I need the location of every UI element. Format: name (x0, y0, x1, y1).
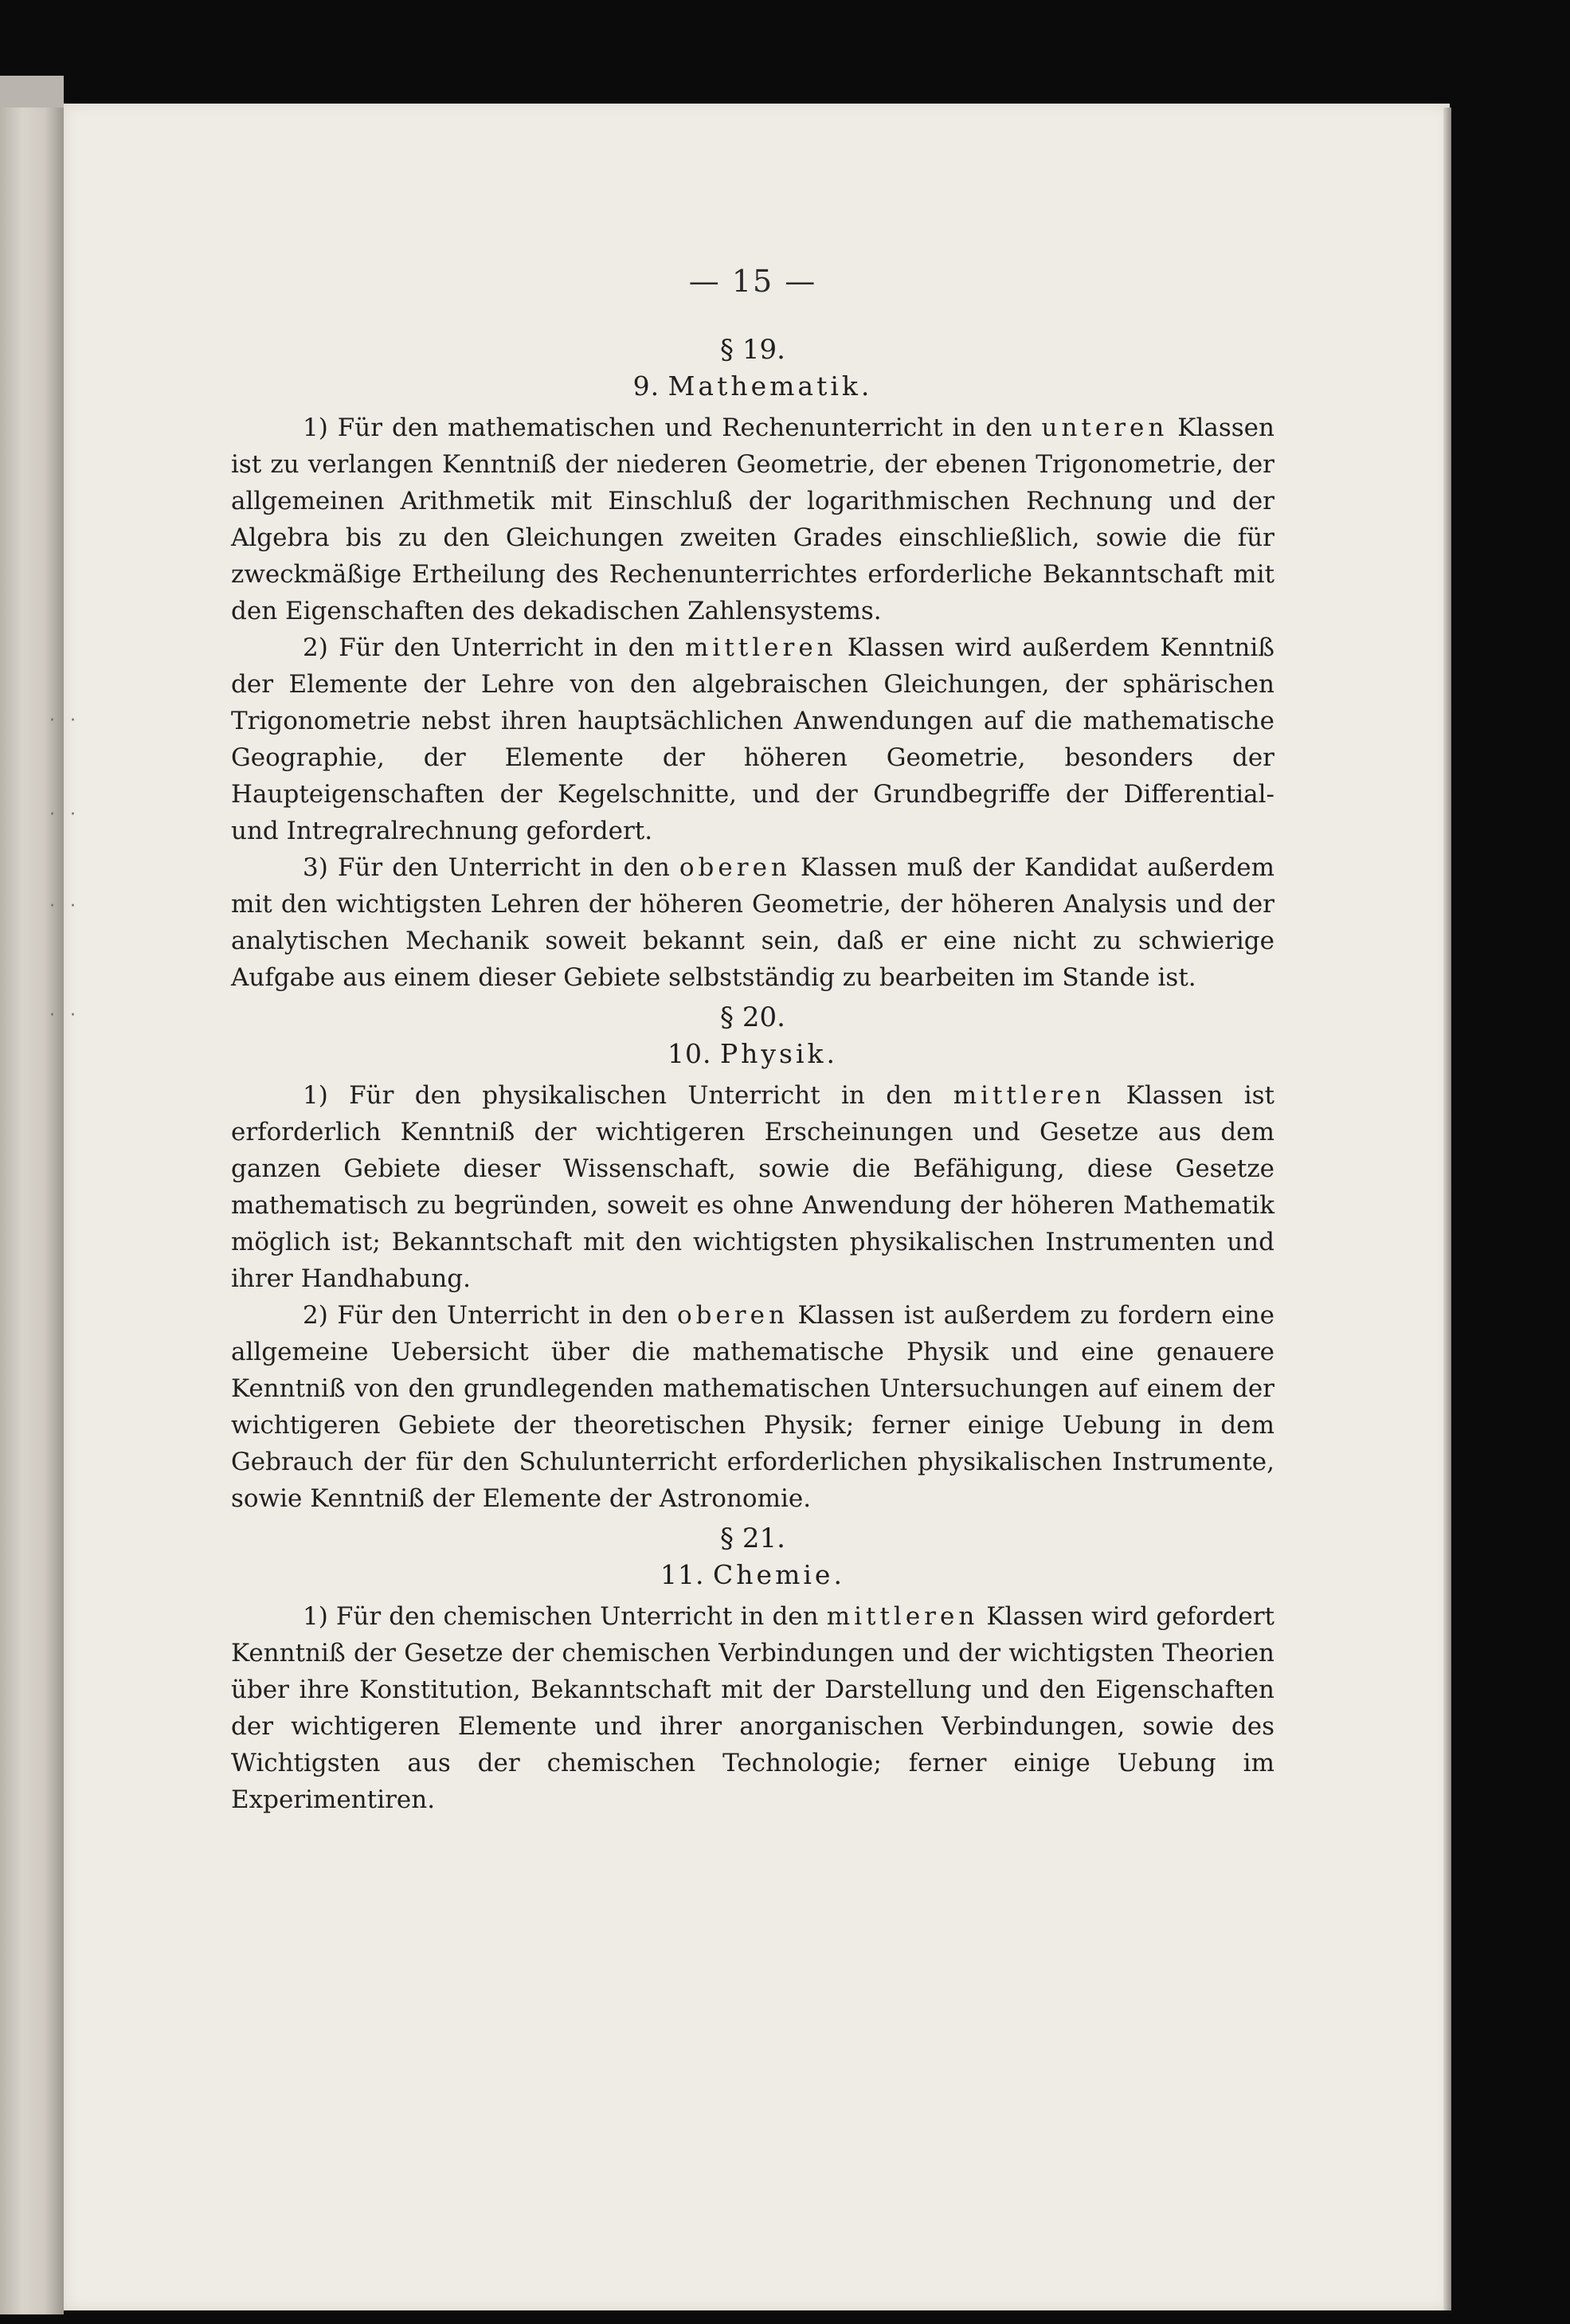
paragraph-text: Klassen wird außerdem Kenntniß der Elemente der Lehre von den algebraischen Gleichungen, der sphärischen Trigonometrie nebst ihren hauptsächlichen Anwendungen auf die mathematische Geographie, der Elemente der höheren Geometrie, besonders der Haupteigenschaften der Kegelschnitte, und der Grundbegriffe der Differential- und Intregralrechnung gefordert. (231, 633, 1274, 845)
section-20 (231, 999, 1274, 1517)
previous-page-edge (0, 76, 64, 2314)
section-number: § 21. (720, 1523, 785, 1554)
paragraph-text: Klassen ist erforderlich Kenntniß der wichtigeren Erscheinungen und Gesetze aus dem ganzen Gebiete dieser Wissenschaft, sowie die Befähigung, diese Gesetze mathematisch zu begründen, soweit es ohne Anwendung der höheren Mathematik möglich ist; Bekanntschaft mit den wichtigsten physikalischen Instrumenten und ihrer Handhabung. (231, 1081, 1274, 1293)
emphasized-word: unteren (1041, 413, 1169, 442)
section-title (231, 1557, 1274, 1593)
section-title-text: Chemie. (713, 1559, 845, 1590)
paragraph (231, 1598, 1274, 1818)
section-title-number: 11. (660, 1559, 705, 1590)
emphasized-word: oberen (676, 1301, 789, 1330)
paragraph-text: 1) Für den mathematischen und Rechenunterricht in den (303, 413, 1042, 442)
paragraph-text: 2) Für den Unterricht in den (303, 1301, 677, 1330)
section-21 (231, 1520, 1274, 1818)
section-19 (231, 331, 1274, 996)
paragraph (231, 849, 1274, 996)
section-title (231, 368, 1274, 405)
margin-mark: · · (49, 711, 80, 731)
paragraph-text: Klassen ist zu verlangen Kenntniß der niederen Geometrie, der ebenen Trigonometrie, der allgemeinen Arithmetik mit Einschluß der logarithmischen Rechnung und der Algebra bis zu den Gleichungen zweiten Grades einschließlich, sowie die für zweckmäßige Ertheilung des Rechenunterrichtes erforderliche Bekanntschaft mit den Eigenschaften des dekadischen Zahlensystems. (231, 413, 1274, 625)
section-number: § 19. (720, 334, 785, 366)
section-title-text: Physik. (719, 1038, 839, 1069)
paragraph (231, 1077, 1274, 1297)
section-title-number: 10. (667, 1038, 712, 1069)
paragraph-text: 1) Für den chemischen Unterricht in den (303, 1602, 827, 1631)
page-text (231, 263, 1274, 1818)
paragraph (231, 410, 1274, 629)
section-title-number: 9. (632, 370, 660, 402)
margin-mark: · · (49, 805, 80, 825)
paragraph-text: 2) Für den Unterricht in den (303, 633, 686, 662)
emphasized-word: oberen (679, 853, 791, 882)
paragraph (231, 629, 1274, 849)
previous-page-edge-top (0, 76, 64, 108)
emphasized-word: mittleren (685, 633, 837, 662)
section-number: § 20. (720, 1001, 785, 1033)
emphasized-word: mittleren (826, 1602, 979, 1631)
emphasized-word: mittleren (953, 1081, 1106, 1110)
paragraph (231, 1297, 1274, 1517)
paragraph-text: 3) Für den Unterricht in den (303, 853, 679, 882)
page-edge-shadow (1443, 108, 1451, 2310)
paragraph-text: Klassen ist außerdem zu fordern eine allgemeine Uebersicht über die mathematische Physik und eine genauere Kenntniß von den grundlegenden mathematischen Untersuchungen auf einem der wichtigeren Gebiete der theoretischen Physik; ferner einige Uebung in dem Gebrauch der für den Schulunterricht erforderlichen physikalischen Instrumente, sowie Kenntniß der Elemente der Astronomie. (231, 1301, 1274, 1513)
paragraph-text: 1) Für den physikalischen Unterricht in den (303, 1081, 953, 1110)
section-title-text: Mathematik. (668, 370, 873, 402)
margin-mark: · · (49, 896, 80, 916)
margin-mark: · · (49, 1005, 80, 1025)
paragraph-text: Klassen wird gefordert Kenntniß der Gesetze der chemischen Verbindungen und der wichtigsten Theorien über ihre Konstitution, Bekanntschaft mit der Darstellung und den Eigenschaften der wichtigeren Elemente und ihrer anorganischen Verbindungen, sowie des Wichtigsten aus der chemischen Technologie; ferner einige Uebung im Experimentiren. (231, 1602, 1274, 1814)
paragraph-text: Klassen muß der Kandidat außerdem mit den wichtigsten Lehren der höheren Geometrie, der höheren Analysis und der analytischen Mechanik soweit bekannt sein, daß er eine nicht zu schwierige Aufgabe aus einem dieser Gebiete selbstständig zu bearbeiten im Stande ist. (231, 853, 1274, 992)
section-title (231, 1036, 1274, 1072)
page-number: — 15 — (688, 264, 817, 299)
